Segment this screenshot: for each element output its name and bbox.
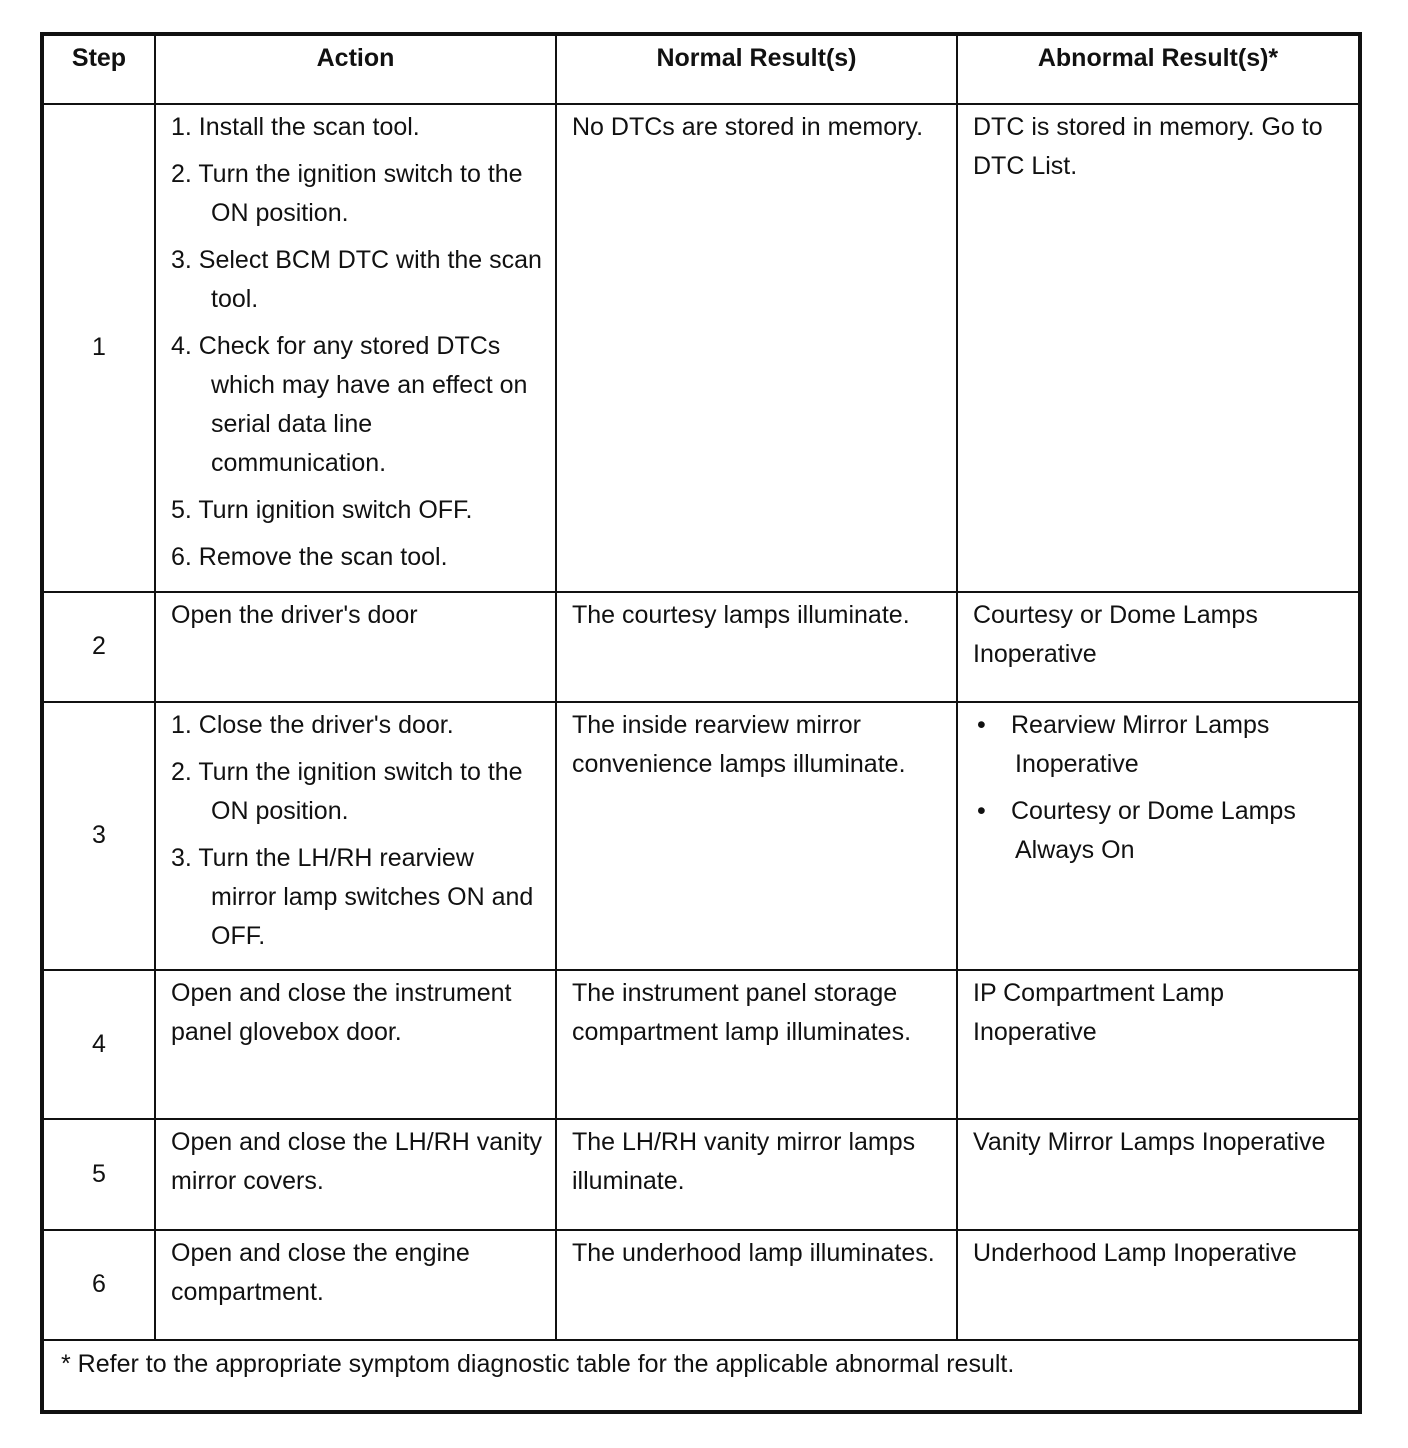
action-cell — [155, 1230, 556, 1340]
step-number: 6 — [42, 1230, 155, 1340]
header-normal-results: Normal Result(s) — [556, 34, 957, 104]
table-row — [42, 104, 1360, 592]
action-step: 2. Turn the ignition switch to the ON position. — [171, 160, 523, 227]
abnormal-result — [957, 970, 1360, 1119]
table-row — [42, 1230, 1360, 1340]
step-number: 1 — [42, 104, 155, 592]
abnormal-result — [957, 1230, 1360, 1340]
abnormal-result — [957, 592, 1360, 702]
table-row — [42, 1119, 1360, 1229]
action-cell — [155, 592, 556, 702]
action-step: 5. Turn ignition switch OFF. — [171, 496, 473, 524]
action-text: Open the driver's door — [171, 600, 418, 629]
action-step: 4. Check for any stored DTCs which may have an effect on serial data line communication. — [171, 332, 528, 477]
header-step: Step — [42, 34, 155, 104]
action-text: Open and close the engine compartment. — [171, 1238, 470, 1306]
normal-result: The instrument panel storage compartment lamp illuminates. — [556, 970, 957, 1119]
bullet-icon: • — [977, 796, 986, 825]
abnormal-result-text: Vanity Mirror Lamps Inoperative — [973, 1128, 1326, 1157]
header-row — [42, 34, 1360, 104]
normal-result: The underhood lamp illuminates. — [556, 1230, 957, 1340]
step-number: 2 — [42, 592, 155, 702]
step-number: 3 — [42, 702, 155, 970]
table-body — [42, 104, 1360, 1340]
normal-result: The inside rearview mirror convenience lamps illuminate. — [556, 702, 957, 970]
header-action: Action — [155, 34, 556, 104]
action-step: 2. Turn the ignition switch to the ON position. — [171, 757, 523, 825]
action-step: 3. Select BCM DTC with the scan tool. — [171, 246, 542, 313]
abnormal-result-text: Underhood Lamp Inoperative — [973, 1238, 1297, 1267]
action-cell — [155, 702, 556, 970]
abnormal-result-item — [973, 792, 1346, 870]
footnote: * Refer to the appropriate symptom diagnostic table for the applicable abnormal result. — [42, 1340, 1360, 1412]
abnormal-result — [957, 1119, 1360, 1229]
abnormal-result — [957, 104, 1360, 592]
table-row — [42, 970, 1360, 1119]
abnormal-result-text: Courtesy or Dome Lamps Always On — [1011, 796, 1296, 864]
step-number: 5 — [42, 1119, 155, 1229]
normal-result: The courtesy lamps illuminate. — [556, 592, 957, 702]
footnote-row — [42, 1340, 1360, 1412]
bullet-icon: • — [977, 710, 986, 739]
action-step: 1. Install the scan tool. — [171, 113, 420, 141]
abnormal-result-item — [973, 706, 1346, 784]
table-row — [42, 592, 1360, 702]
action-text: Open and close the instrument panel glovebox door. — [171, 978, 512, 1046]
action-step: 6. Remove the scan tool. — [171, 543, 448, 571]
abnormal-result-text: Rearview Mirror Lamps Inoperative — [1011, 710, 1270, 778]
action-text: Open and close the LH/RH vanity mirror covers. — [171, 1128, 543, 1196]
action-step: 1. Close the driver's door. — [171, 710, 454, 739]
header-abnormal-results: Abnormal Result(s)* — [957, 34, 1360, 104]
action-cell — [155, 104, 556, 592]
abnormal-result-text: Courtesy or Dome Lamps Inoperative — [973, 600, 1258, 668]
normal-result: The LH/RH vanity mirror lamps illuminate. — [556, 1119, 957, 1229]
table-row — [42, 702, 1360, 970]
action-steps-list — [171, 706, 543, 956]
action-steps-list — [171, 108, 543, 577]
action-step: 3. Turn the LH/RH rearview mirror lamp switches ON and OFF. — [171, 843, 534, 950]
action-cell — [155, 970, 556, 1119]
action-cell — [155, 1119, 556, 1229]
normal-result: No DTCs are stored in memory. — [556, 104, 957, 592]
abnormal-result — [957, 702, 1360, 970]
abnormal-results-list — [973, 706, 1346, 870]
step-number: 4 — [42, 970, 155, 1119]
abnormal-result-text: DTC is stored in memory. Go to DTC List. — [973, 113, 1323, 180]
diagnostic-table — [40, 32, 1362, 1414]
abnormal-result-text: IP Compartment Lamp Inoperative — [973, 978, 1225, 1046]
